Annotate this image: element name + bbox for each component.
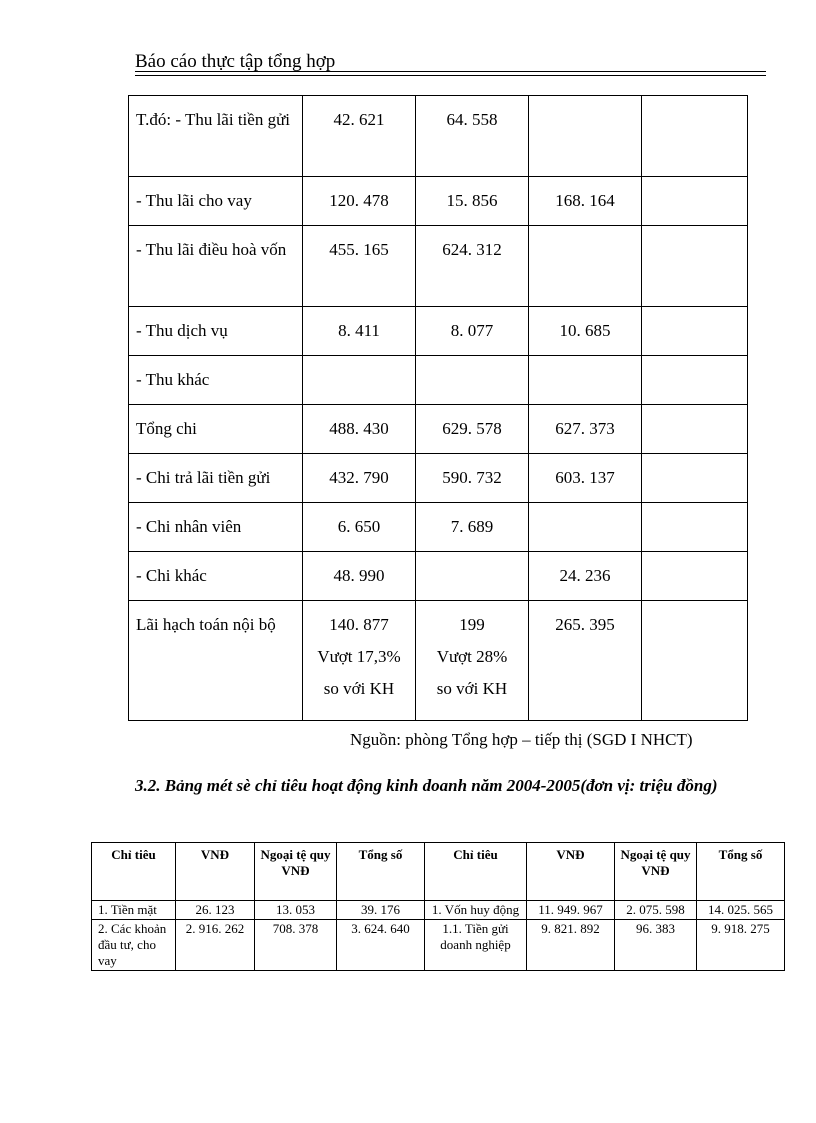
profit-2004-value <box>303 601 415 705</box>
cell-value: 11. 949. 967 <box>527 901 615 920</box>
cell-label: 1. Vốn huy động <box>425 901 527 920</box>
table-row <box>129 601 748 721</box>
cell-label: 2. Các khoản đầu tư, cho vay <box>92 920 176 971</box>
cell-value: 15. 856 <box>446 191 498 210</box>
table-row <box>129 356 748 405</box>
row-label: - Thu lãi điều hoà vốn <box>136 240 287 259</box>
table-row <box>129 454 748 503</box>
cell-value <box>642 552 747 560</box>
row-label: - Thu khác <box>136 370 210 389</box>
source-note: Nguồn: phòng Tổng hợp – tiếp thị (SGD I NHCT) <box>350 730 693 749</box>
cell-value <box>303 356 415 364</box>
cell-value <box>642 503 747 511</box>
cell-value: 168. 164 <box>555 191 615 210</box>
cell-value <box>416 356 528 364</box>
row-label: Lãi hạch toán nội bộ <box>136 615 276 634</box>
cell-value: 432. 790 <box>329 468 389 487</box>
cell-value: 603. 137 <box>555 468 615 487</box>
cell-value: 39. 176 <box>337 901 425 920</box>
row-label: - Chi nhân viên <box>136 517 242 536</box>
cell-note: Vượt 17,3% <box>317 647 401 666</box>
section-title: 3.2. Bảng mét sè chỉ tiêu hoạt động kinh doanh năm 2004-2005(đơn vị: triệu đồng) <box>135 776 718 795</box>
cell-value: 488. 430 <box>329 419 389 438</box>
cell-value: 708. 378 <box>255 920 337 971</box>
cell-value: 265. 395 <box>555 615 615 634</box>
header-cell: Ngoại tệ quy VNĐ <box>615 843 697 901</box>
header-cell: Chỉ tiêu <box>425 843 527 901</box>
cell-value: 14. 025. 565 <box>697 901 785 920</box>
header-cell: Tổng số <box>337 843 425 901</box>
cell-value: 8. 411 <box>338 321 380 340</box>
table-row <box>129 226 748 307</box>
cell-value: 455. 165 <box>329 240 389 259</box>
income-expense-table <box>128 95 748 721</box>
table-row <box>129 307 748 356</box>
cell-value <box>642 307 747 315</box>
cell-value: 48. 990 <box>333 566 385 585</box>
cell-value <box>642 356 747 364</box>
cell-value: 140. 877 <box>329 615 389 634</box>
cell-value: 3. 624. 640 <box>337 920 425 971</box>
table-row <box>129 177 748 226</box>
cell-value: 64. 558 <box>446 110 498 129</box>
row-label: - Thu lãi cho vay <box>136 191 252 210</box>
cell-value: 24. 236 <box>559 566 611 585</box>
cell-value <box>529 503 641 511</box>
cell-value: 26. 123 <box>176 901 255 920</box>
header-cell: Tổng số <box>697 843 785 901</box>
table-row <box>92 901 785 920</box>
cell-note: Vượt 28% <box>436 647 508 666</box>
profit-2005-value <box>416 601 528 705</box>
cell-value: 2. 075. 598 <box>615 901 697 920</box>
cell-value <box>642 96 747 104</box>
cell-label: 1.1. Tiền gửi doanh nghiệp <box>425 920 527 971</box>
cell-value: 42. 621 <box>333 110 385 129</box>
cell-value: 120. 478 <box>329 191 389 210</box>
table-row <box>129 503 748 552</box>
cell-value: 627. 373 <box>555 419 615 438</box>
row-label: T.đó: - Thu lãi tiền gửi <box>136 110 291 129</box>
cell-note: so với KH <box>323 679 395 698</box>
cell-value: 6. 650 <box>337 517 381 536</box>
business-indicators-table <box>91 842 785 971</box>
table-row <box>92 920 785 971</box>
cell-value <box>529 226 641 234</box>
row-label: Tổng chi <box>136 419 197 438</box>
cell-value: 13. 053 <box>255 901 337 920</box>
cell-value: 96. 383 <box>615 920 697 971</box>
row-label: - Chi trả lãi tiền gửi <box>136 468 271 487</box>
cell-value: 590. 732 <box>442 468 502 487</box>
cell-value: 10. 685 <box>559 321 611 340</box>
cell-value <box>416 552 528 560</box>
cell-value: 7. 689 <box>450 517 494 536</box>
header-cell: VNĐ <box>527 843 615 901</box>
table-row <box>129 552 748 601</box>
table-header-row <box>92 843 785 901</box>
row-label: - Chi khác <box>136 566 207 585</box>
header-rule-thin <box>135 75 766 76</box>
header-cell: Ngoại tệ quy VNĐ <box>255 843 337 901</box>
cell-value: 2. 916. 262 <box>176 920 255 971</box>
cell-value: 8. 077 <box>450 321 494 340</box>
cell-note: so với KH <box>436 679 508 698</box>
page-header-title: Báo cáo thực tập tổng hợp <box>135 51 336 72</box>
cell-value: 199 <box>459 615 485 634</box>
header-cell: Chỉ tiêu <box>92 843 176 901</box>
cell-value <box>642 454 747 462</box>
cell-value <box>642 601 747 609</box>
cell-value <box>642 226 747 234</box>
header-rule <box>135 71 766 72</box>
header-cell: VNĐ <box>176 843 255 901</box>
cell-value: 624. 312 <box>442 240 502 259</box>
cell-value <box>529 96 641 104</box>
cell-label: 1. Tiền mặt <box>92 901 176 920</box>
row-label: - Thu dịch vụ <box>136 321 228 340</box>
cell-value <box>642 177 747 185</box>
cell-value: 9. 821. 892 <box>527 920 615 971</box>
cell-value: 9. 918. 275 <box>697 920 785 971</box>
cell-value <box>642 405 747 413</box>
table-row <box>129 96 748 177</box>
cell-value <box>529 356 641 364</box>
table-row <box>129 405 748 454</box>
cell-value: 629. 578 <box>442 419 502 438</box>
